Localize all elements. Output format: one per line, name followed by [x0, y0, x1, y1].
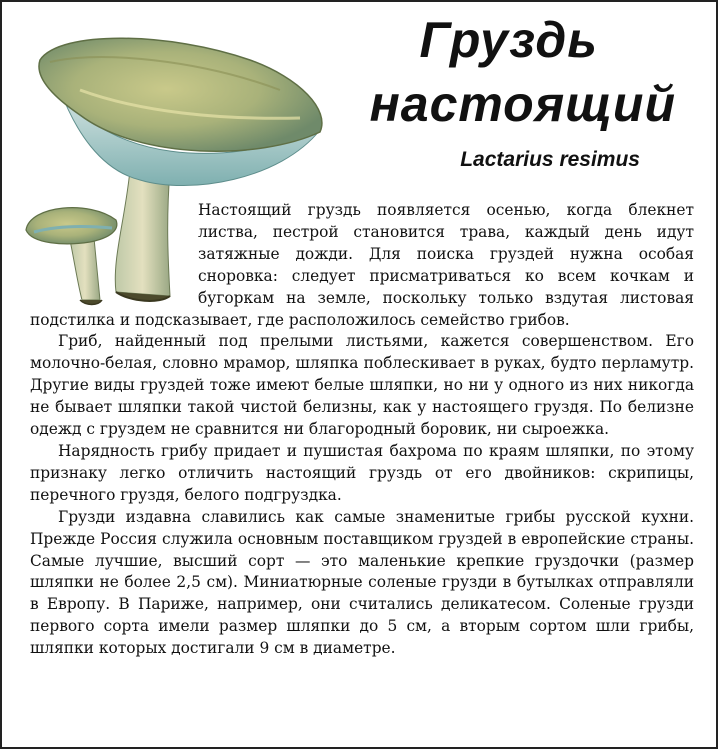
title-line-1: Груздь [419, 12, 598, 68]
paragraph-3: Нарядность грибу придает и пушистая бахрома по краям шляпки, по этому признаку легко отличить настоящий груздь от его двойников: скрипицы, перечного груздя, белого подгруздка. [30, 441, 694, 504]
title-line-2: настоящий [369, 76, 676, 132]
paragraph-2: Гриб, найденный под прелыми листьями, кажется совершенством. Его молочно-белая, словно мрамор, шляпка поблескивает в руках, будто перламутр. Другие виды груздей тоже имеют белые шляпки, но ни у одного из них никогда не бывает шляпки такой чистой белизны, как у настоящего груздя. По белизне одежд с груздем не сравнится ни благородный боровик, ни сыроежка. [30, 332, 694, 439]
latin-name: Lactarius resimus [460, 148, 640, 171]
illustration-spacer [30, 200, 198, 288]
article-body [30, 200, 694, 660]
paragraph-1: Настоящий груздь появляется осенью, когда блекнет листва, пестрой становится трава, каждый день идут затяжные дожди. Для поиска груздей нужна особая сноровка: следует присматриваться ко всем кочкам и бугоркам на земле, поскольку только вздутая листовая подстилка и подсказывает, где расположилось семейство грибов. [30, 201, 694, 329]
paragraph-4: Грузди издавна славились как самые знаменитые грибы русской кухни. Прежде Россия служила основным поставщиком груздей в европейские страны. Самые лучшие, высший сорт — это маленькие крепкие груздочки (размер шляпки не более 2,5 см). Миниатюрные соленые грузди в бутылках отправляли в Европу. В Париже, например, они считались деликатесом. Соленые грузди первого сорта имели размер шляпки до 5 см, а вторым сортом шли грибы, шляпки которых достигали 9 см в диаметре. [30, 507, 694, 658]
page-title [296, 8, 676, 136]
